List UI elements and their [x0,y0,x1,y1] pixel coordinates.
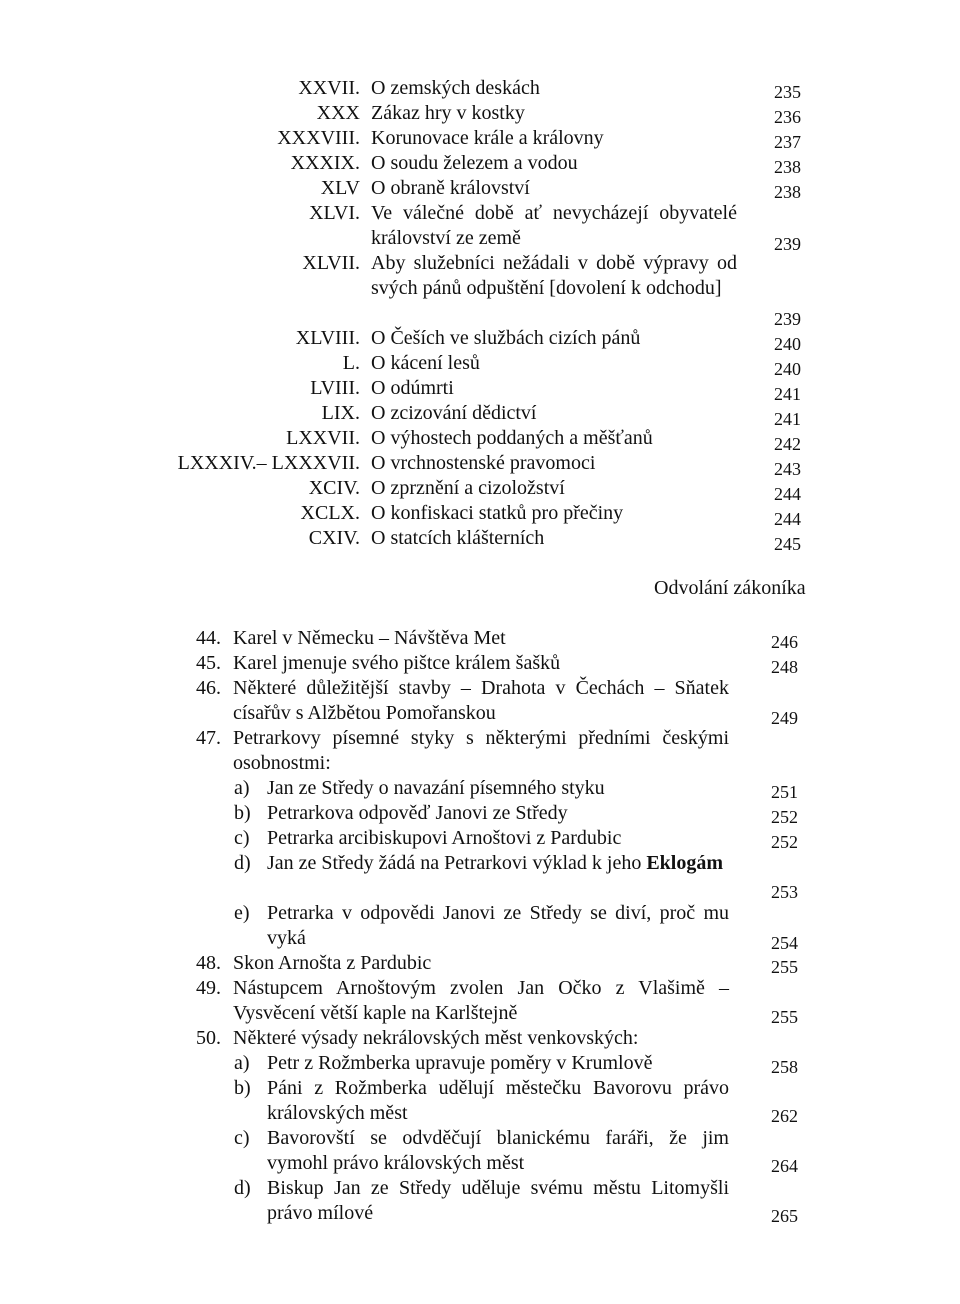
entry-page: 242 [774,434,801,454]
entry-page: 255 [771,1007,798,1027]
entry-page: 244 [774,509,801,529]
entry-page: 241 [774,384,801,404]
entry-page: 258 [771,1057,798,1077]
entry-number: XLVI. [309,202,360,224]
entry-page: 244 [774,484,801,504]
entry-title: Zákaz hry v kostky [371,102,525,124]
entry-title: Některé důležitější stavby – Drahota v Čechách – Sňatek císařův s Alžbětou Pomořanskou [233,677,729,724]
entry-page: 248 [771,657,798,677]
subentry-title: Petrarka v odpovědi Janovi ze Středy se diví, proč mu vyká [267,902,729,949]
entry-number: XLV [320,177,360,199]
entry-number: XLVII. [302,252,360,274]
entry-number: LXXVII. [286,427,360,449]
entry-page: 238 [774,182,801,202]
subentry-letter: b) [234,802,251,824]
entry-page: 251 [771,782,798,802]
entry-page: 240 [774,334,801,354]
entry-page: 254 [771,933,798,953]
subentry-title-text: Jan ze Středy žádá na Petrarkovi výklad k jeho [267,852,642,874]
entry-title: O konfiskaci statků pro přečiny [371,502,624,524]
entry-page: 246 [771,632,798,652]
entry-page: 243 [774,459,801,479]
entry-title: O Češích ve službách cizích pánů [371,327,641,349]
entry-title: O zcizování dědictví [371,402,537,424]
entry-number: XCLX. [300,502,360,524]
entry-number: LIX. [321,402,360,424]
entry-title: O soudu železem a vodou [371,152,578,174]
entry-number: CXIV. [308,527,360,549]
entry-title: Skon Arnošta z Pardubic [233,952,432,974]
entry-number: L. [342,352,360,374]
entry-title: Korunovace krále a královny [371,127,604,149]
entry-page: 255 [771,957,798,977]
entry-page: 253 [771,882,798,902]
subentry-letter: c) [234,1127,250,1149]
entry-title: Ve válečné době ať nevycházejí obyvatelé království ze země [371,202,737,249]
entry-page: 245 [774,534,801,554]
subentry-letter: d) [234,1177,251,1199]
entry-title: Petrarkovy písemné styky s některými předními českými osobnostmi: [233,727,729,774]
entry-title: Aby služebníci nežádali v době výpravy od svých pánů odpuštění [dovolení k odchodu] [371,252,737,299]
entry-page: 264 [771,1156,798,1176]
entry-number: XXX [316,102,360,124]
entry-title: Nástupcem Arnoštovým zvolen Jan Očko z Vlašimě – Vysvěcení větší kaple na Karlštejně [233,977,729,1024]
subentry-letter: b) [234,1077,251,1099]
entry-number: XXXIX. [290,152,360,174]
entry-title: O vrchnostenské pravomoci [371,452,596,474]
entry-number: 48. [196,952,221,974]
subentry-title: Jan ze Středy o navazání písemného styku [267,777,605,799]
entry-page: 265 [771,1206,798,1226]
entry-number: LXXXIV.– LXXXVII. [177,452,360,474]
subentry-title [267,851,729,876]
entry-number: XXVII. [298,77,360,99]
subentry-title-emphasis: Eklogám [646,852,724,874]
entry-page: 238 [774,157,801,177]
entry-title: O statcích klášterních [371,527,545,549]
entry-page: 240 [774,359,801,379]
entry-number: LVIII. [310,377,360,399]
entry-page: 239 [774,234,801,254]
entry-number: 44. [196,627,221,649]
entry-page: 241 [774,409,801,429]
entry-number: 45. [196,652,221,674]
entry-title: O výhostech poddaných a měšťanů [371,427,653,449]
entry-number: XLVIII. [295,327,360,349]
entry-title: Některé výsady nekrálovských měst venkovských: [233,1027,639,1049]
entry-page: 237 [774,132,801,152]
section-heading [0,576,828,601]
entry-number: 46. [196,677,221,699]
entry-number: XXXVIII. [277,127,360,149]
entry-title: O obraně království [371,177,530,199]
entry-page: 235 [774,82,801,102]
subentry-title: Bavorovští se odvděčují blanickému faráři, že jim vymohl právo královských měst [267,1127,729,1174]
entry-page: 239 [774,309,801,329]
entry-title: O zemských deskách [371,77,540,99]
section-heading-text: Odvolání zákoníka [654,577,806,599]
entry-title: O kácení lesů [371,352,480,374]
subentry-letter: e) [234,902,250,924]
subentry-title: Páni z Rožmberka udělují městečku Bavorovu právo královských měst [267,1077,729,1124]
entry-page: 249 [771,708,798,728]
subentry-letter: c) [234,827,250,849]
entry-number: 47. [196,727,221,749]
entry-page: 252 [771,807,798,827]
entry-page: 252 [771,832,798,852]
subentry-title: Petrarkova odpověď Janovi ze Středy [267,802,568,824]
entry-title: Karel jmenuje svého pištce králem šašků [233,652,561,674]
subentry-title: Petrarka arcibiskupovi Arnoštovi z Pardubic [267,827,622,849]
entry-title: O odúmrti [371,377,454,399]
entry-title: O zprznění a cizoložství [371,477,565,499]
subentry-letter: a) [234,777,250,799]
entry-page: 236 [774,107,801,127]
subentry-title: Petr z Rožmberka upravuje poměry v Krumlově [267,1052,653,1074]
subentry-letter: d) [234,852,251,874]
entry-number: 49. [196,977,221,999]
entry-number: XCIV. [308,477,360,499]
subentry-letter: a) [234,1052,250,1074]
subentry-title: Biskup Jan ze Středy uděluje svému městu Litomyšli právo mílové [267,1177,729,1224]
entry-title: Karel v Německu – Návštěva Met [233,627,506,649]
entry-page: 262 [771,1106,798,1126]
entry-number: 50. [196,1027,221,1049]
